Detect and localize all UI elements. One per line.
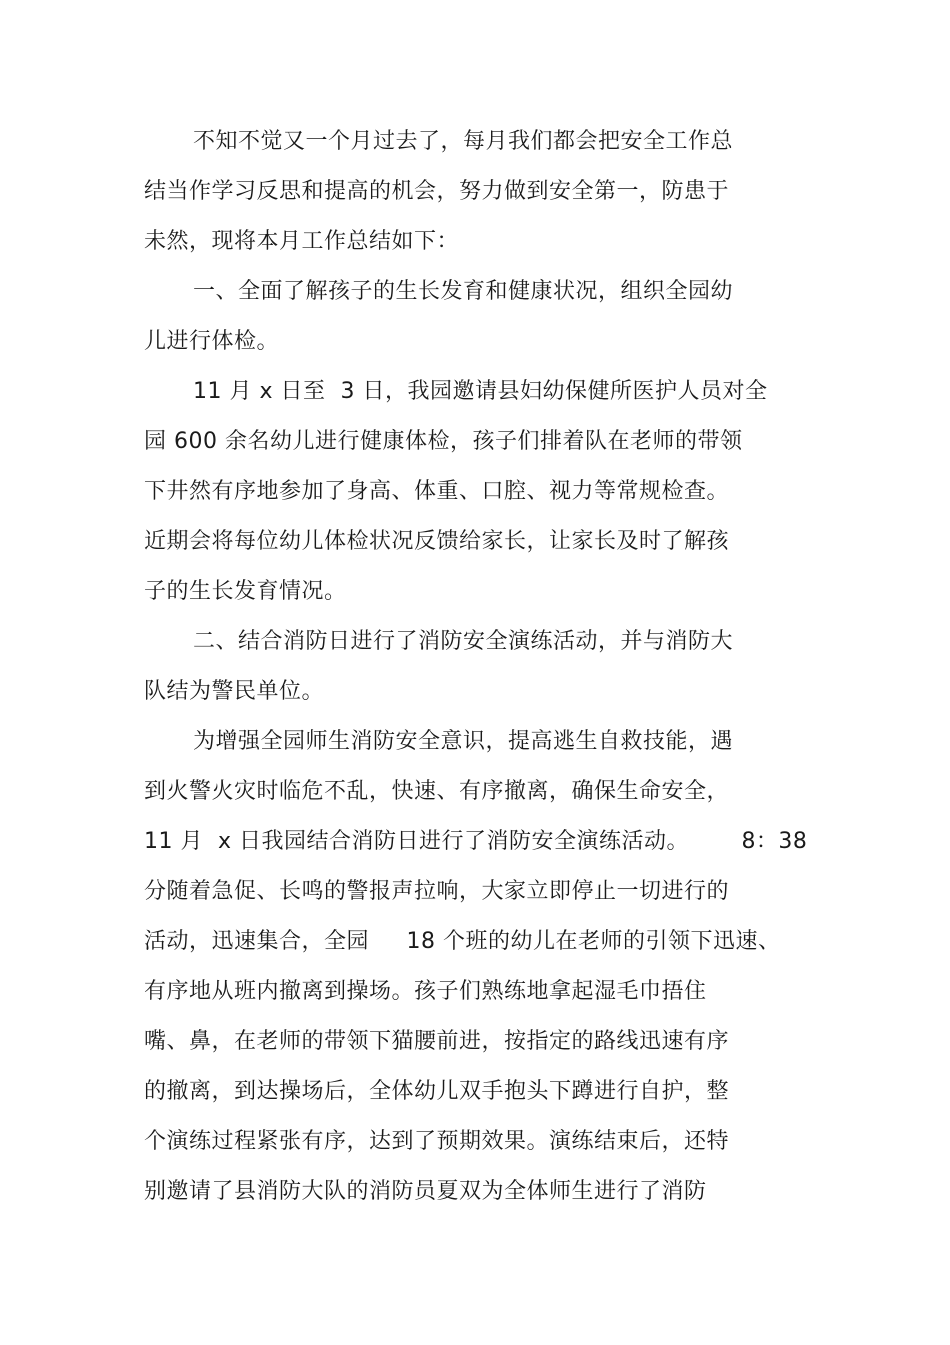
section-heading: 二、结合消防日进行了消防安全演练活动，并与消防大 [193, 629, 734, 654]
text-line: 个演练过程紧张有序，达到了预期效果。演练结束后，还特 [144, 1129, 730, 1154]
text-line: 为增强全园师生消防安全意识，提高逃生自救技能，遇 [193, 729, 734, 754]
text-line: 有序地从班内撤离到操场。孩子们熟练地拿起湿毛巾捂住 [144, 979, 707, 1004]
text-line: 别邀请了县消防大队的消防员夏双为全体师生进行了消防 [144, 1179, 707, 1204]
text-line: 的撤离，到达操场后，全体幼儿双手抱头下蹲进行自护，整 [144, 1079, 730, 1104]
text-line: 11 月 x 日至 3 日，我园邀请县妇幼保健所医护人员对全 [193, 379, 768, 404]
text-line: 园 600 余名幼儿进行健康体检，孩子们排着队在老师的带领 [144, 429, 743, 454]
text-line: 不知不觉又一个月过去了，每月我们都会把安全工作总 [193, 129, 734, 154]
text-line: 到火警火灾时临危不乱，快速、有序撤离，确保生命安全， [144, 779, 730, 804]
text-line: 下井然有序地参加了身高、体重、口腔、视力等常规检查。 [144, 479, 730, 504]
text-line: 11 月 x 日我园结合消防日进行了消防安全演练活动。 8：38 [144, 829, 808, 854]
text-line: 结当作学习反思和提高的机会，努力做到安全第一，防患于 [144, 179, 730, 204]
text-line: 子的生长发育情况。 [144, 579, 347, 604]
text-line: 分随着急促、长鸣的警报声拉响，大家立即停止一切进行的 [144, 879, 730, 904]
section-heading: 队结为警民单位。 [144, 679, 325, 704]
section-heading: 一、全面了解孩子的生长发育和健康状况，组织全园幼 [193, 279, 734, 304]
text-line: 活动，迅速集合，全园 18 个班的幼儿在老师的引领下迅速、 [144, 929, 781, 954]
text-line: 近期会将每位幼儿体检状况反馈给家长，让家长及时了解孩 [144, 529, 730, 554]
section-heading: 儿进行体检。 [144, 329, 280, 354]
text-line: 未然，现将本月工作总结如下： [144, 229, 460, 254]
text-line: 嘴、鼻，在老师的带领下猫腰前进，按指定的路线迅速有序 [144, 1029, 730, 1054]
